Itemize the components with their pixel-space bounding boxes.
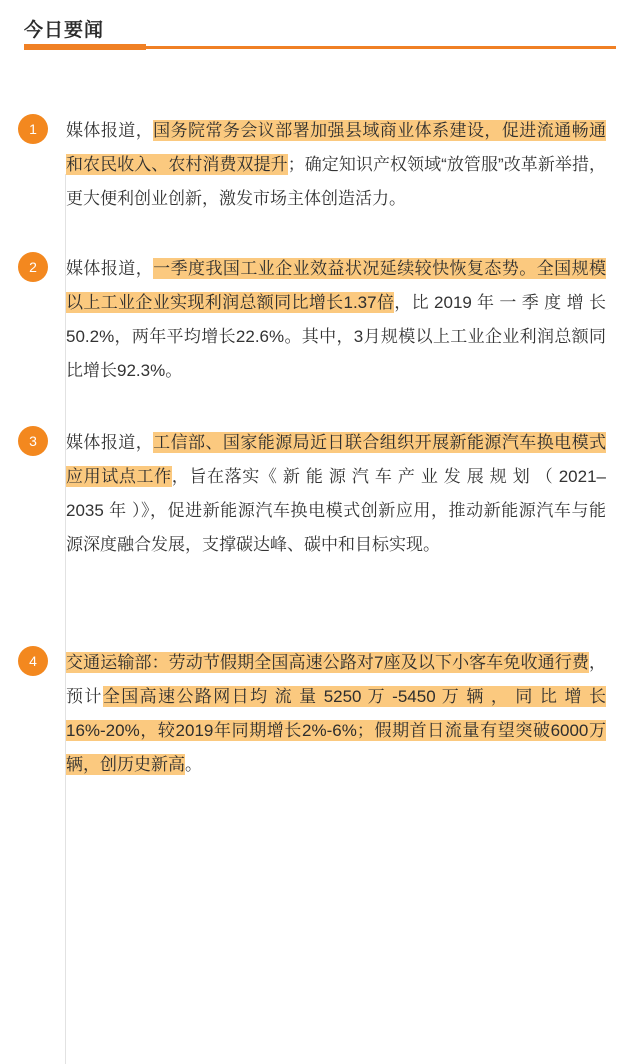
item-content bbox=[66, 426, 640, 562]
list-item bbox=[0, 426, 640, 562]
text-segment: ，旨在落实《 新 能 源 汽 车 产 业 发 展 规 划 （ 2021–2035 年 ）》，促进新能源汽车换电模式创新应用，推动新能源汽车与能源深度融合发展，支撑碳达峰、碳中和目标实现。 bbox=[66, 467, 606, 554]
list-item bbox=[0, 114, 640, 216]
highlighted-text: 国务院常务会议部署加强县域商业体系建设，促进流通畅通和农民收入、农村消费双提升 bbox=[66, 121, 607, 174]
highlighted-text: 一季度我国工业企业效益状况延续较快恢复态势。全国规模以上工业企业实现利润总额同比增长1.37倍 bbox=[66, 259, 607, 312]
badge-column bbox=[0, 114, 66, 144]
badge-column bbox=[0, 426, 66, 456]
list-item bbox=[0, 646, 640, 782]
item-paragraph bbox=[66, 646, 606, 782]
list-item bbox=[0, 252, 640, 388]
text-segment: ；确定知识产权领域“放管服”改革新举措，更大便利创业创新，激发市场主体创造活力。 bbox=[66, 155, 607, 208]
news-list bbox=[0, 114, 640, 782]
item-paragraph bbox=[66, 114, 606, 216]
text-segment: 媒体报道， bbox=[66, 121, 154, 140]
highlighted-text: 假期首日流量有望突破6000万辆，创历史新高 bbox=[66, 721, 606, 774]
text-segment: ，比 2019 年 一 季 度 增 长 50.2%，两年平均增长22.6%。其中，3月规模以上工业企业利润总额同比增长92.3%。 bbox=[66, 293, 606, 380]
item-paragraph bbox=[66, 252, 606, 388]
badge-column bbox=[0, 646, 66, 676]
text-segment: 媒体报道， bbox=[66, 259, 154, 278]
text-segment: ，预计 bbox=[66, 653, 606, 706]
item-number-badge: 4 bbox=[18, 646, 48, 676]
badge-column bbox=[0, 252, 66, 282]
text-segment: 。 bbox=[185, 755, 202, 774]
item-number-badge: 2 bbox=[18, 252, 48, 282]
text-segment: 媒体报道， bbox=[66, 433, 154, 452]
item-paragraph bbox=[66, 426, 606, 562]
item-content bbox=[66, 646, 640, 782]
highlighted-text: 工信部、国家能源局近日联合组织开展新能源汽车换电模式应用试点工作 bbox=[66, 433, 607, 486]
item-content bbox=[66, 114, 640, 216]
highlighted-text: 交通运输部：劳动节假期全国高速公路对7座及以下小客车免收通行费 bbox=[66, 653, 589, 672]
header-divider-accent bbox=[24, 44, 146, 50]
page-title: 今日要闻 bbox=[24, 20, 105, 41]
item-number-badge: 3 bbox=[18, 426, 48, 456]
page-header bbox=[0, 0, 640, 52]
highlighted-text: 全国高速公路网日均 流 量 5250 万 -5450 万 辆 ， 同 比 增 长 16%-20%，较2019年同期增长2%-6%； bbox=[66, 687, 607, 740]
item-number-badge: 1 bbox=[18, 114, 48, 144]
item-content bbox=[66, 252, 640, 388]
